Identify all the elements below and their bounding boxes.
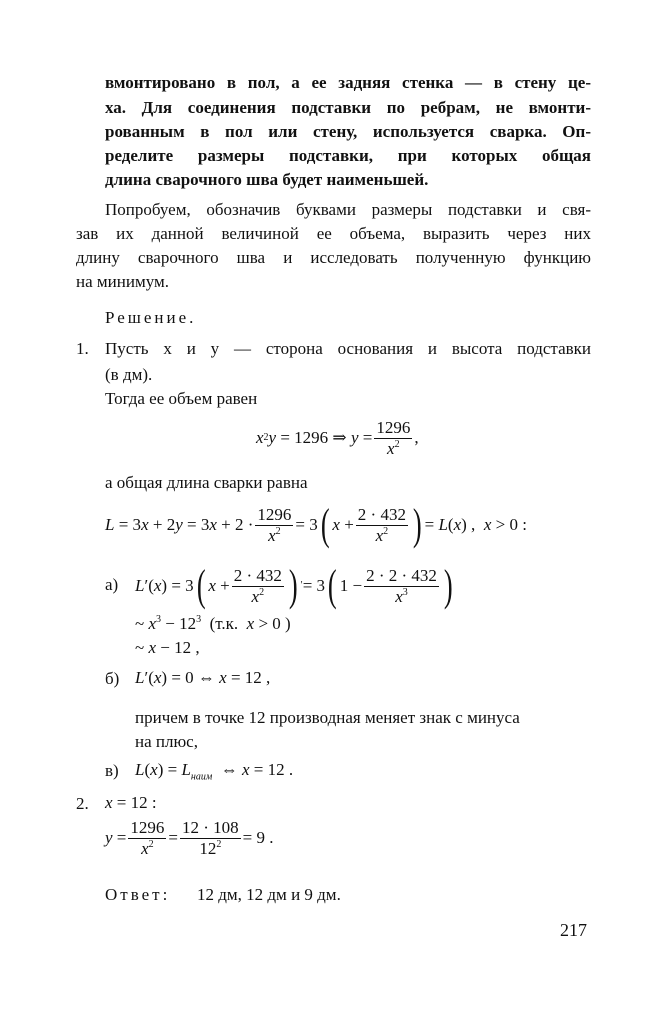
step1-b-label: б) (105, 669, 120, 688)
step1-line-1: Пусть x и y — сторона основания и высота подставки (105, 339, 591, 358)
derivative-formula: L ′( x ) = 3 ( x + $\frac{2 \cdot 432}{x^2}$ ) ′ = 3 ( 1 − $\frac{2 \cdot 2 \cdot 432}{x^3}$ ) (135, 561, 453, 610)
step1-line-2: (в дм). (105, 365, 153, 384)
step1-c-label: в) (105, 761, 119, 780)
solution-heading: Решение. (105, 308, 197, 327)
step2-formula: y = $\frac{1296}{x^2}$ = $\frac{12 \cdot 108}{12^2}$ = 9 . (105, 817, 274, 858)
intro-line-4: ределите размеры подставки, при которых общая (105, 146, 591, 165)
step1-b-text-2: на плюс, (135, 732, 198, 751)
critical-point-formula: L′(x) = 0 ⇔ x = 12 , (135, 668, 271, 687)
step2-number: 2. (76, 794, 89, 813)
hint-line-3: длину сварочного шва и исследовать полученную функцию (76, 248, 591, 267)
intro-line-2: ха. Для соединения подставки по ребрам, не вмонти- (105, 98, 591, 117)
step1-number: 1. (76, 339, 89, 358)
volume-formula: x 2 y = 1296 ⇒ y = $\frac{1296}{x^2}$ , (256, 417, 419, 458)
step1-b-text-1: причем в точке 12 производная меняет знак с минуса (135, 708, 520, 727)
hint-line-4: на минимум. (76, 272, 169, 291)
minimum-formula: $L(x) = L_{наим}$ ⇔ x = 12 . (135, 760, 294, 783)
hint-line-1: Попробуем, обозначив буквами размеры подставки и свя- (105, 200, 591, 219)
answer-label: Ответ: (105, 885, 171, 904)
step1-line-3: Тогда ее объем равен (105, 389, 258, 408)
step1-a-label: а) (105, 575, 119, 594)
derivative-sign-1: ~ $x^3 - 12^3$ (т.к. x > 0 ) (135, 614, 291, 633)
intro-line-5: длина сварочного шва будет наименьшей. (105, 170, 429, 189)
intro-line-3: рованным в пол или стену, используется сварка. Оп- (105, 122, 591, 141)
length-formula: L = 3 x + 2 y = 3 x + 2 · $\frac{1296}{x^2}$ = 3 ( x + $\frac{2 \cdot 432}{x^2}$ ) = L ( x ) , x > 0 : (105, 500, 527, 549)
hint-line-2: зав их данной величиной ее объема, выразить через них (76, 224, 591, 243)
page-number: 217 (560, 920, 587, 940)
step1-line-4: а общая длина сварки равна (105, 473, 308, 492)
intro-line-1: вмонтировано в пол, а ее задняя стенка — в стену це- (105, 73, 591, 92)
derivative-sign-2: ~ x − 12 , (135, 638, 200, 657)
answer-value: 12 дм, 12 дм и 9 дм. (197, 885, 341, 904)
step2-line-1: x = 12 : (105, 793, 157, 812)
